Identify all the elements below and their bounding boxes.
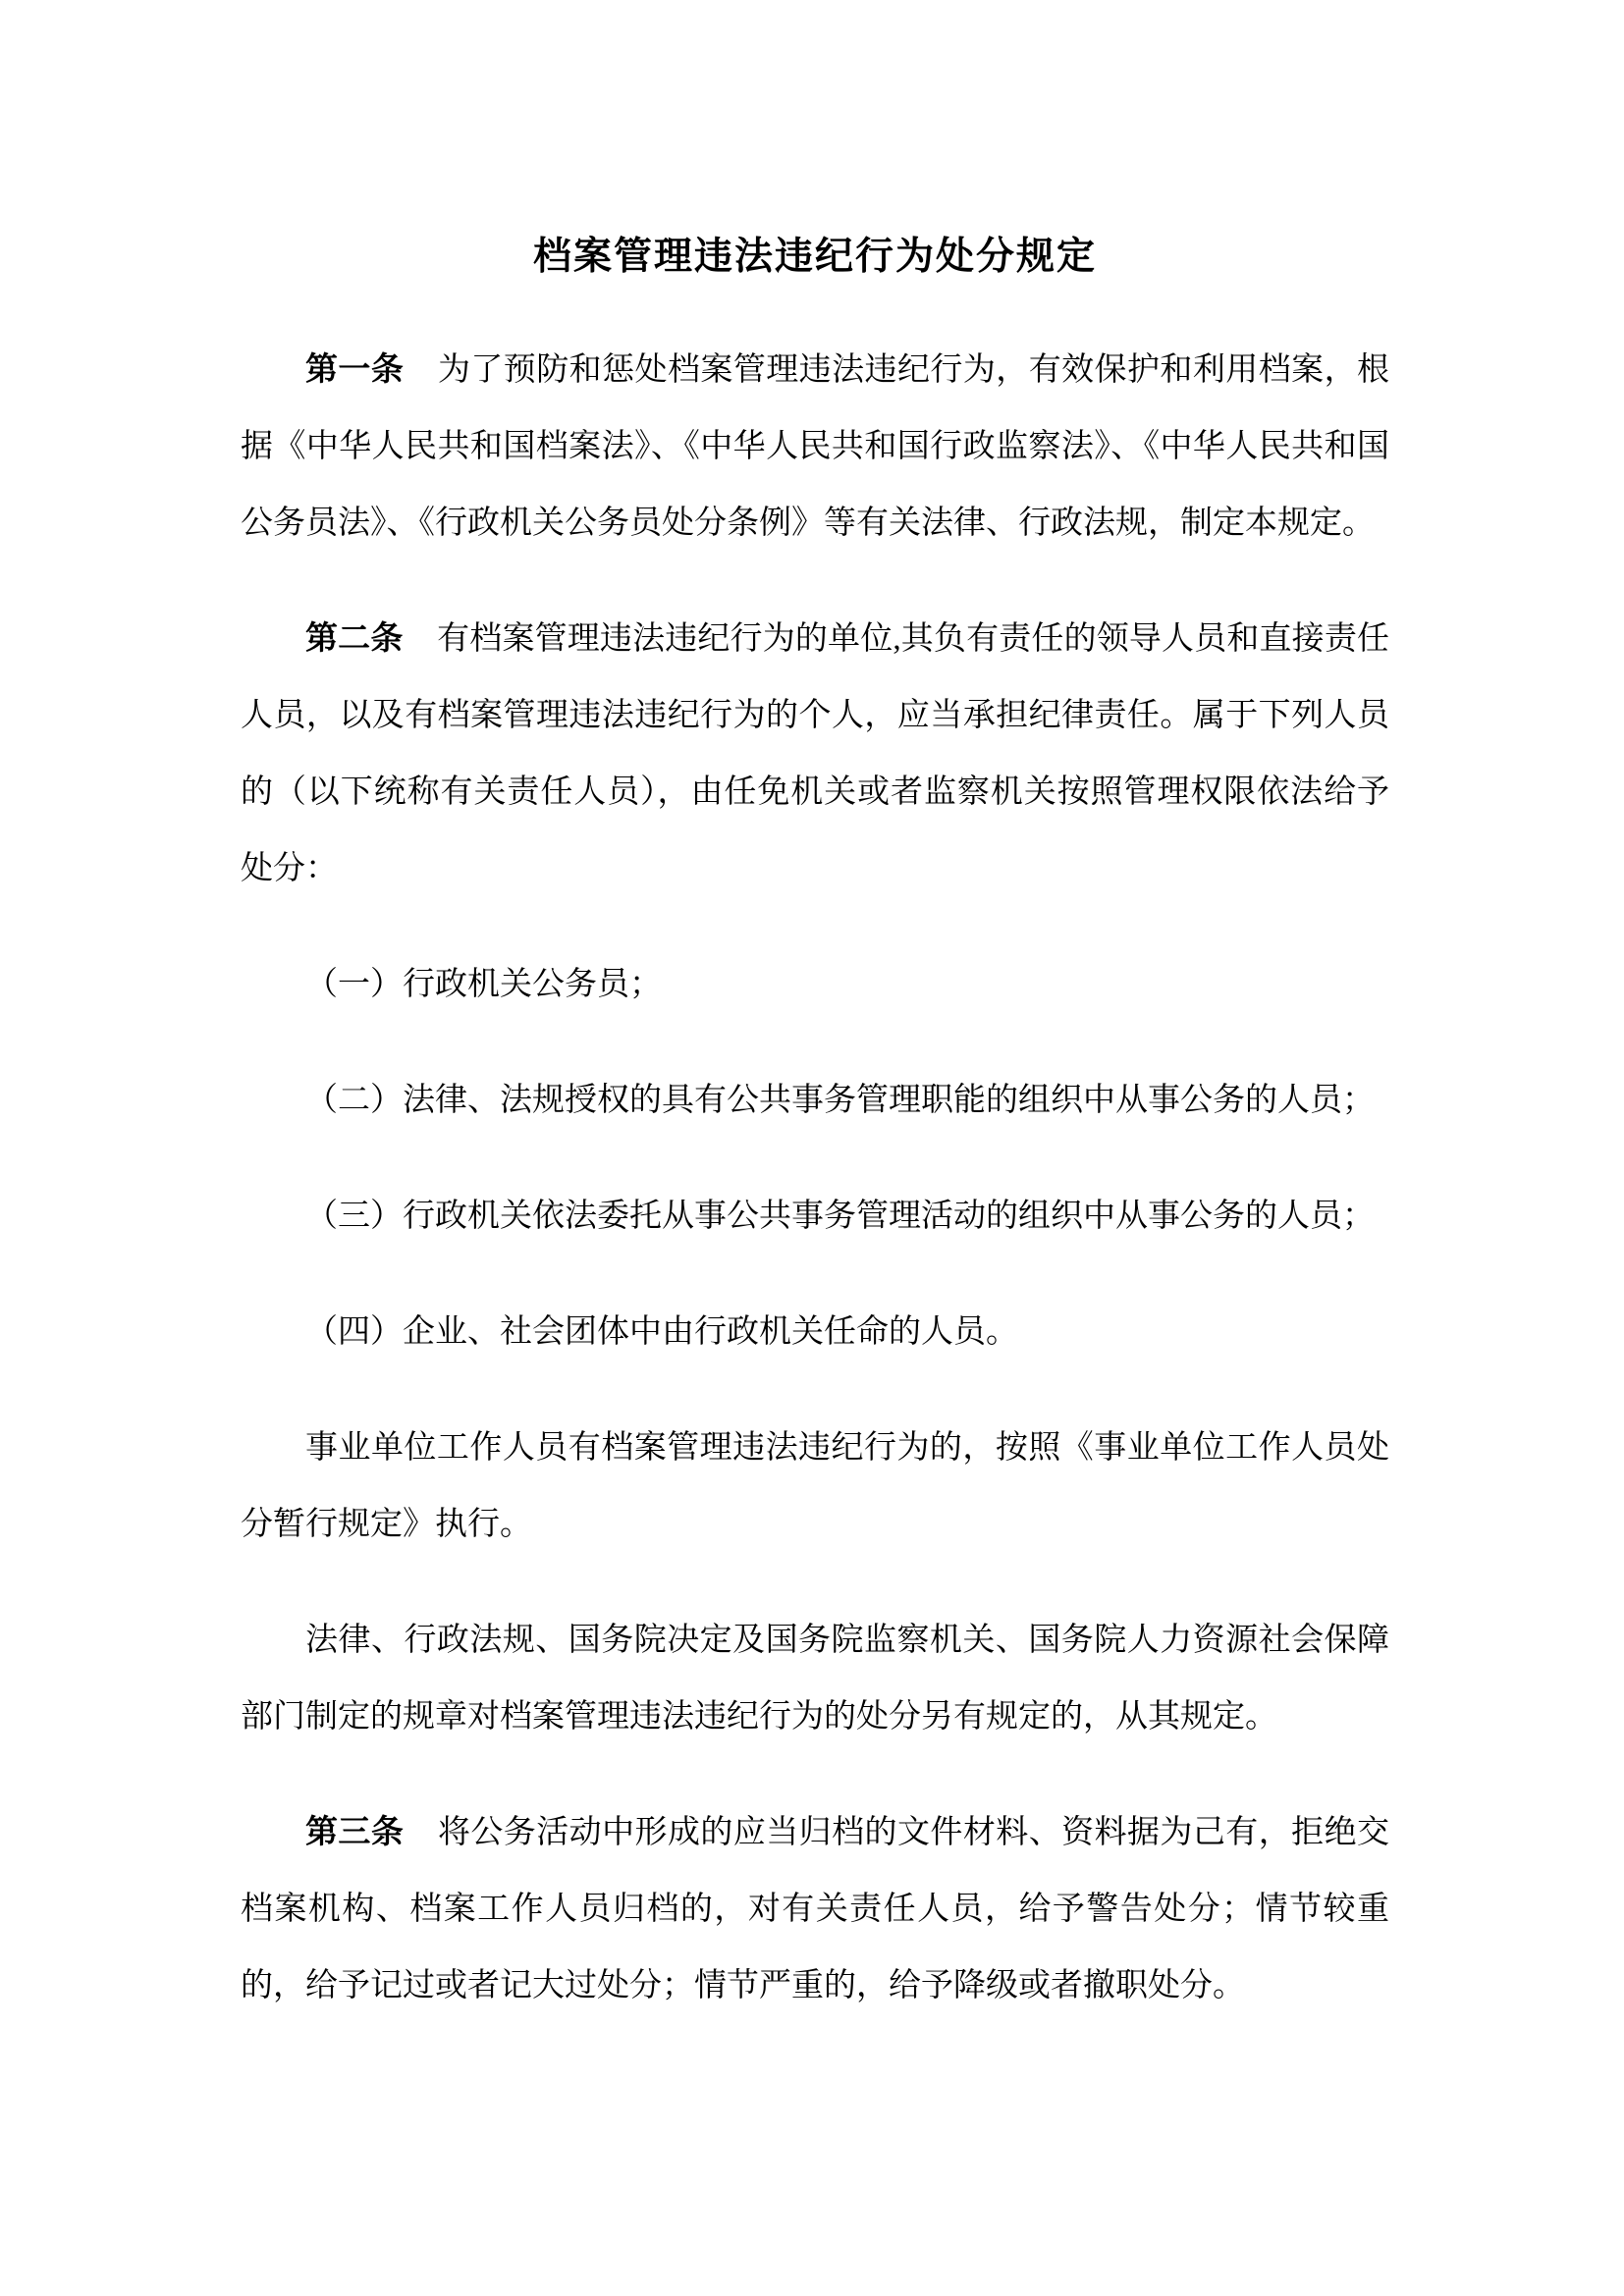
paragraph-institution-staff-text: 事业单位工作人员有档案管理违法违纪行为的，按照《事业单位工作人员处分暂行规定》执行。 (241, 1430, 1389, 1542)
list-item-3 (241, 1178, 1389, 1255)
article-1-number: 第一条 (305, 352, 405, 388)
article-3-text: 将公务活动中形成的应当归档的文件材料、资料据为己有，拒绝交档案机构、档案工作人员归档的，对有关责任人员，给予警告处分；情节较重的，给予记过或者记大过处分；情节严重的，给予降级或者撤职处分。 (241, 1815, 1390, 2003)
paragraph-article-2 (241, 601, 1389, 907)
article-3-number: 第三条 (305, 1815, 405, 1850)
list-item-3-text: （三）行政机关依法委托从事公共事务管理活动的组织中从事公务的人员； (305, 1199, 1375, 1234)
paragraph-other-regulations (241, 1602, 1389, 1755)
list-item-1 (241, 946, 1389, 1023)
article-2-text: 有档案管理违法违纪行为的单位,其负有责任的领导人员和直接责任人员，以及有档案管理违法违纪行为的个人，应当承担纪律责任。属于下列人员的（以下统称有关责任人员），由任免机关或者监察机关按照管理权限依法给予处分： (241, 621, 1390, 886)
paragraph-other-regulations-text: 法律、行政法规、国务院决定及国务院监察机关、国务院人力资源社会保障部门制定的规章对档案管理违法违纪行为的处分另有规定的，从其规定。 (241, 1623, 1389, 1735)
list-item-2 (241, 1062, 1389, 1139)
list-item-1-text: （一）行政机关公务员； (305, 967, 662, 1002)
document-title: 档案管理违法违纪行为处分规定 (532, 236, 1097, 278)
list-item-4-text: （四）企业、社会团体中由行政机关任命的人员。 (305, 1314, 1018, 1350)
article-1-text: 为了预防和惩处档案管理违法违纪行为，有效保护和利用档案，根据《中华人民共和国档案法》、《中华人民共和国行政监察法》、《中华人民共和国公务员法》、《行政机关公务员处分条例》等有关法律、行政法规，制定本规定。 (241, 352, 1390, 541)
article-2-number: 第二条 (305, 621, 404, 657)
paragraph-article-3 (241, 1794, 1389, 2024)
paragraph-institution-staff (241, 1410, 1389, 1563)
list-item-2-text: （二）法律、法规授权的具有公共事务管理职能的组织中从事公务的人员； (305, 1083, 1375, 1118)
list-item-4 (241, 1294, 1389, 1370)
paragraph-article-1 (241, 332, 1389, 561)
